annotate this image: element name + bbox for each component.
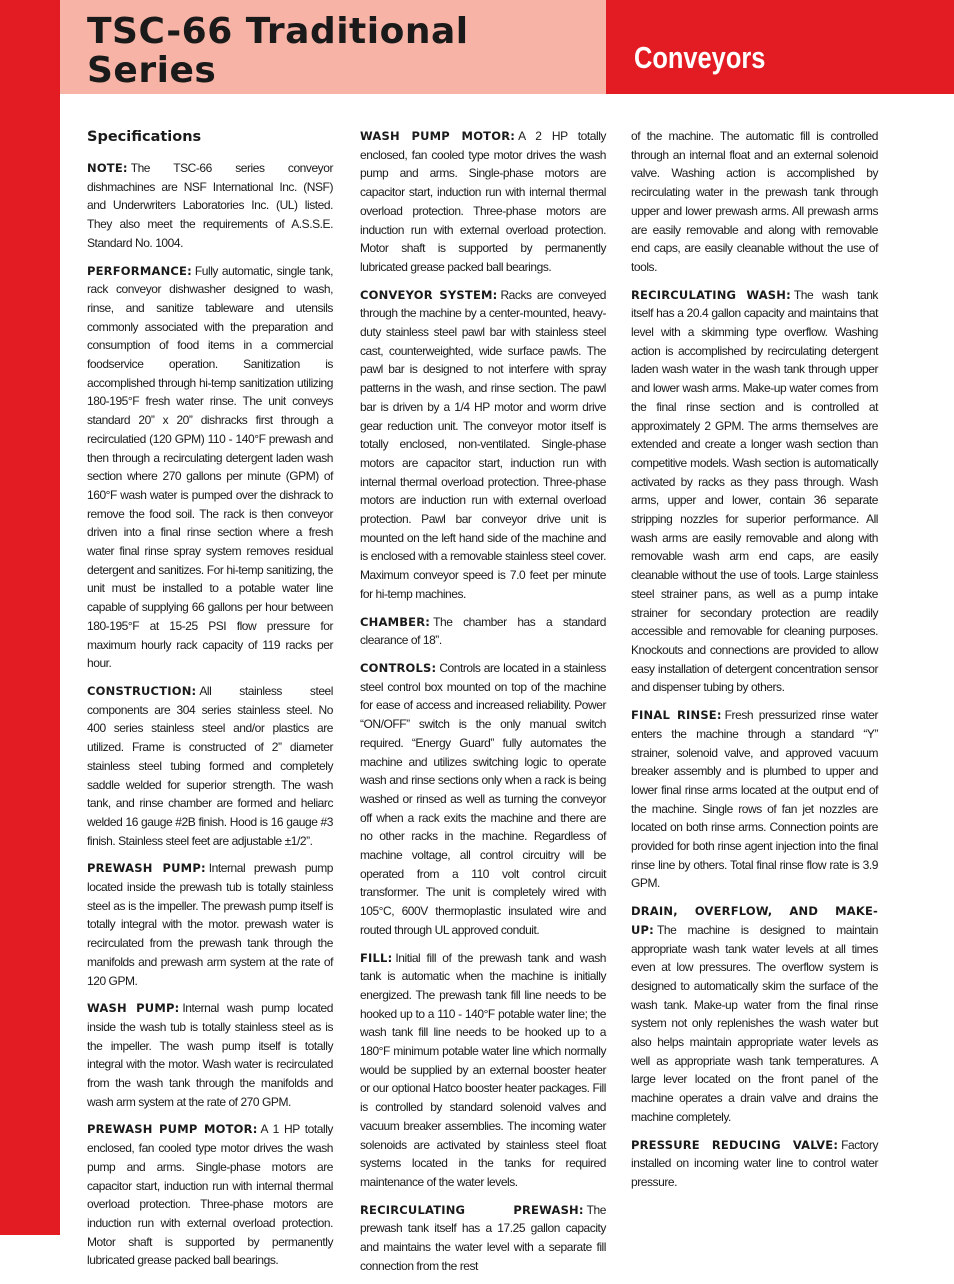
spec-lead-label: CONTROLS: (360, 660, 437, 675)
spec-body-text: Factory installed on incoming water line to control water pressure. (631, 1137, 878, 1189)
spec-lead-label: FILL: (360, 950, 393, 965)
spec-column-3 (631, 127, 878, 1201)
spec-body-text: The TSC-66 series conveyor dishmachines are NSF International Inc. (NSF) and Underwriters Laboratories Inc. (UL) listed. They also meet the requirements of A.S.S.E. Standard No. 1004. (87, 161, 333, 250)
spec-body-text: Initial fill of the prewash tank and wash tank is automatic when the machine is initially energized. The prewash tank fill line needs to be hooked up to a 110 - 140°F potable water line; the wash tank fill line needs to be hooked up to a 180°F minimum potable water line which normally would be supplied by an external booster heater or our optional Hatco booster heater packages. Fill is controlled by standard solenoid valves and vacuum breaker assemblies. The incoming water solenoids are activated by stainless steel float systems located in the tanks for required maintenance of the water levels. (360, 950, 606, 1189)
spec-paragraph (631, 286, 878, 697)
specifications-heading: Specifications (87, 129, 202, 145)
spec-body-text: Controls are located in a stainless steel control box mounted on top of the machine for ease of access and increased reliability. Power “ON/OFF” switch is the only manual switch required. “Energy Guard” fully automates the machine and utilizes switching logic to operate wash and rinse sections only when a rack is being washed or rinsed as well as turning the conveyor off when a rack exits the machine and there are no other racks in the machine. Regardless of machine voltage, all control circuitry will be operated from a 110 volt control circuit transformer. The unit is completely wired with 105°C, 600V thermoplastic insulated wire and routed through UL approved conduit. (360, 660, 606, 937)
title-line-2: Series (87, 50, 217, 91)
spec-body-text: The machine is designed to maintain appropriate wash tank water levels at all times even at low pressures. The overflow system is designed to automatically skim the surface of the wash tank. Make-up water from the final rinse system not only replenishes the wash water but also helps maintain appropriate water levels as well as appropriate wash tank temperatures. A large lever located on the front panel of the machine operates a drain valve and drains the machine completely. (631, 922, 878, 1124)
spec-paragraph (87, 1120, 333, 1270)
spec-paragraph (360, 613, 606, 650)
header-title-block (60, 0, 606, 94)
spec-lead-label: CHAMBER: (360, 614, 431, 629)
spec-paragraph (631, 706, 878, 893)
spec-lead-label: NOTE: (87, 161, 128, 175)
spec-lead-label: PRESSURE REDUCING VALVE: (631, 1137, 839, 1152)
side-color-bar (0, 0, 60, 1235)
spec-body-text: The prewash tank itself has a 17.25 gallon capacity and maintains the water level with a separate fill connection from the rest (360, 1202, 606, 1273)
spec-paragraph (87, 159, 333, 253)
spec-column-1 (87, 127, 333, 1279)
spec-paragraph (631, 902, 878, 1126)
spec-paragraph (87, 262, 333, 673)
spec-lead-label: CONVEYOR SYSTEM: (360, 287, 498, 302)
spec-lead-label: RECIRCULATING PREWASH: (360, 1202, 584, 1217)
spec-paragraph (360, 286, 606, 604)
spec-body-text: Fresh pressurized rinse water enters the machine through a standard “Y” strainer, solenoid valve, and approved vacuum breaker assembly and is plumbed to upper and lower final rinse arms located at the output end of the machine. Single rows of fan jet nozzles are located on both rinse arms. Connection points are provided for both rinse agent injection into the final rinse line by others. Total final rinse flow rate is 3.9 GPM. (631, 708, 878, 891)
spec-body-text: of the machine. The automatic fill is controlled through an internal float and an external solenoid valve. Washing action is accomplished by recirculating water in the prewash tank through upper and lower prewash arms. All prewash arms are easily removable and along with removable end caps, are easily cleanable without the use of tools. (631, 129, 878, 274)
col2-paragraphs (360, 127, 606, 1275)
spec-body-text: All stainless steel components are 304 series stainless steel. No 400 series stainless steel and/or plastics are utilized. Frame is constructed of 2” diameter stainless steel tubing formed and completely saddle welded for superior strength. The wash tank, and rinse chamber are formed and heliarc welded 16 gauge #2B finish. Hood is 16 gauge #3 finish. Stainless steel feet are adjustable ±1/2”. (87, 683, 333, 848)
spec-body-text: Internal wash pump located inside the wash tub is totally stainless steel as is the impeller. The wash pump itself is totally integral with the motor. Wash water is recirculated from the wash tank through the manifolds and wash arm system at the rate of 270 GPM. (87, 1001, 333, 1109)
page-title (87, 12, 606, 90)
spec-paragraph (360, 1201, 606, 1276)
spec-lead-label: CONSTRUCTION: (87, 683, 197, 698)
spec-lead-label: DRAIN, OVERFLOW, AND MAKE-UP: (631, 904, 878, 937)
section-title: Conveyors (634, 40, 766, 75)
spec-paragraph (631, 1136, 878, 1192)
spec-lead-label: PERFORMANCE: (87, 263, 192, 278)
spec-body-text: A 2 HP totally enclosed, fan cooled type motor drives the wash pump and arms. Single-phase motors are capacitor start, induction run with internal thermal overload protection. Three-phase motors are induction run with external overload protection. Motor shaft is supported by permanently lubricated grease packed ball bearings. (360, 129, 606, 274)
spec-paragraph (87, 999, 333, 1111)
spec-lead-label: RECIRCULATING WASH: (631, 287, 791, 302)
spec-lead-label: PREWASH PUMP: (87, 861, 206, 876)
title-line-1: TSC-66 Traditional (87, 11, 469, 52)
col1-paragraphs (87, 159, 333, 1270)
spec-body-text: The wash tank itself has a 20.4 gallon capacity and maintains that level with a skimming type overflow. Washing action is accomplished by recirculating detergent laden wash water in the wash tank through upper and lower wash arms. Make-up water comes from the final rinse section and is controlled at approximately 2 GPM. The arms themselves are extended and create a longer wash section than competitive models. Wash section is automatically activated by racks as they pass through. Wash arms, upper and lower, contain 36 separate stripping nozzles for superior performance. All wash arms are easily removable and along with removable wash arm end caps, are easily cleanable without the use of tools. Large stainless steel strainer pans, as well as a pump intake strainer for secondary protection are readily accessible and removable for cleaning purposes. Knockouts and connections are provided to allow easy installation of detergent concentration sensor and dispenser tubing by others. (631, 287, 878, 695)
col3-paragraphs (631, 127, 878, 1192)
spec-lead-label: FINAL RINSE: (631, 708, 722, 723)
spec-body-text: Racks are conveyed through the machine by a center-mounted, heavy-duty stainless steel pawl bar with stainless steel cast, counterweighted, wide surface pawls. The pawl bar is designed to not interfere with spray patterns in the wash, and rinse section. The pawl bar is driven by a 1/4 HP motor and worm drive gear reduction unit. The conveyor motor itself is totally enclosed, non-ventilated. Single-phase motors are capacitor start, induction run with internal thermal overload protection. Three-phase motors are induction run with external overload protection. Pawl bar conveyor drive unit is mounted on the left hand side of the machine and is enclosed with a removable stainless steel cover. Maximum conveyor speed is 7.0 feet per minute for hi-temp machines. (360, 287, 607, 601)
spec-lead-label: WASH PUMP: (87, 1001, 180, 1016)
spec-body-text: The chamber has a standard clearance of 18”. (360, 614, 606, 648)
spec-paragraph (360, 127, 606, 277)
header-section-block (606, 0, 954, 94)
spec-body-text: A 1 HP totally enclosed, fan cooled type motor drives the wash pump and arms. Single-phase motors are capacitor start, induction run with internal thermal overload protection. Three-phase motors are induction run with external overload protection. Motor shaft is supported by permanently lubricated grease packed ball bearings. (87, 1122, 333, 1268)
spec-paragraph (87, 859, 333, 990)
spec-paragraph (360, 659, 606, 940)
spec-body-text: Fully automatic, single tank, rack conveyor dishwasher designed to wash, rinse, and sanitize tableware and utensils commonly associated with the preparation and consumption of food items in a commercial foodservice operation. Sanitization is accomplished through hi-temp sanitization utilizing 180-195°F fresh water rinse. The unit conveys standard 20” x 20” dishracks first through a recirculatied (120 GPM) 110 - 140°F prewash and then through a recirculating detergent laden wash section where 270 gallons per minute (GPM) of 160°F wash water is pumped over the dishrack to remove the food soil. The rack is then conveyor driven into a final rinse section where a fresh water final rinse spray system removes residual detergent and sanitizes. For hi-temp sanitizing, the unit must be installed to a potable water line capable of supplying 66 gallons per hour between 180-195°F at 15-25 PSI flow pressure for maximum hourly rack capacity of 119 racks per hour. (87, 263, 333, 671)
spec-lead-label: WASH PUMP MOTOR: (360, 129, 516, 143)
spec-paragraph (631, 127, 878, 277)
spec-lead-label: PREWASH PUMP MOTOR: (87, 1122, 258, 1137)
spec-body-text: Internal prewash pump located inside the prewash tub is totally stainless steel as is the impeller. The prewash pump itself is totally integral with the motor. prewash water is recirculated from the prewash tank through the manifolds and prewash arm system at the rate of 120 GPM. (87, 861, 333, 988)
spec-paragraph (87, 682, 333, 850)
spec-column-2 (360, 127, 606, 1284)
spec-paragraph (360, 949, 606, 1192)
